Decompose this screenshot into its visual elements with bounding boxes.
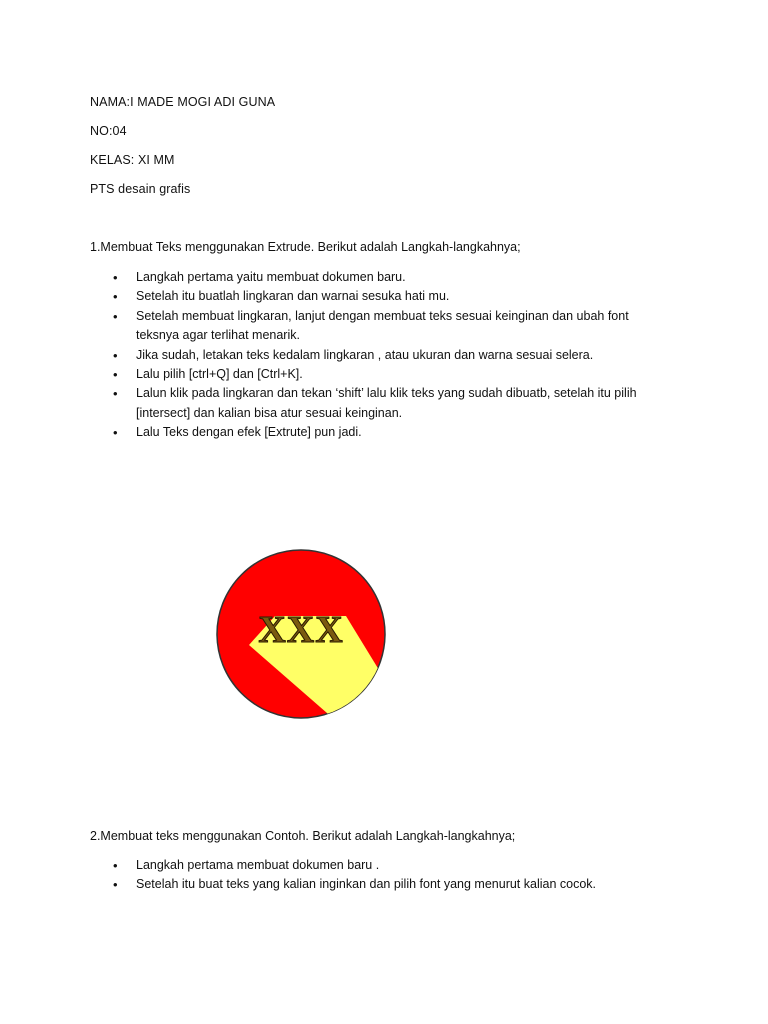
list-item: • Lalu Teks dengan efek [Extrute] pun jadi. (90, 423, 650, 442)
section-1-heading: 1.Membuat Teks menggunakan Extrude. Berikut adalah Langkah-langkahnya; (90, 240, 521, 254)
student-name: NAMA:I MADE MOGI ADI GUNA (90, 95, 276, 109)
subject-title: PTS desain grafis (90, 182, 191, 196)
list-item: • Setelah membuat lingkaran, lanjut dengan membuat teks sesuai keinginan dan ubah font teksnya agar terlihat menarik. (90, 307, 650, 346)
list-item: • Langkah pertama yaitu membuat dokumen baru. (90, 268, 650, 287)
extrude-text-figure (215, 548, 387, 720)
section-2-heading: 2.Membuat teks menggunakan Contoh. Berikut adalah Langkah-langkahnya; (90, 829, 516, 843)
list-item: • Langkah pertama membuat dokumen baru . (90, 856, 650, 875)
section-2-steps (90, 856, 650, 895)
student-class: KELAS: XI MM (90, 153, 175, 167)
list-item: • Lalun klik pada lingkaran dan tekan ‘shift’ lalu klik teks yang sudah dibuatb, setelah itu pilih [intersect] dan kalian bisa atur sesuai keinginan. (90, 384, 650, 423)
list-item: • Lalu pilih [ctrl+Q] dan [Ctrl+K]. (90, 365, 650, 384)
list-item: • Jika sudah, letakan teks kedalam lingkaran , atau ukuran dan warna sesuai selera. (90, 346, 650, 365)
list-item: • Setelah itu buat teks yang kalian inginkan dan pilih font yang menurut kalian cocok. (90, 875, 650, 894)
student-number: NO:04 (90, 124, 127, 138)
extrude-text: XXX (258, 609, 344, 651)
list-item: • Setelah itu buatlah lingkaran dan warnai sesuka hati mu. (90, 287, 650, 306)
section-1-steps (90, 268, 650, 443)
